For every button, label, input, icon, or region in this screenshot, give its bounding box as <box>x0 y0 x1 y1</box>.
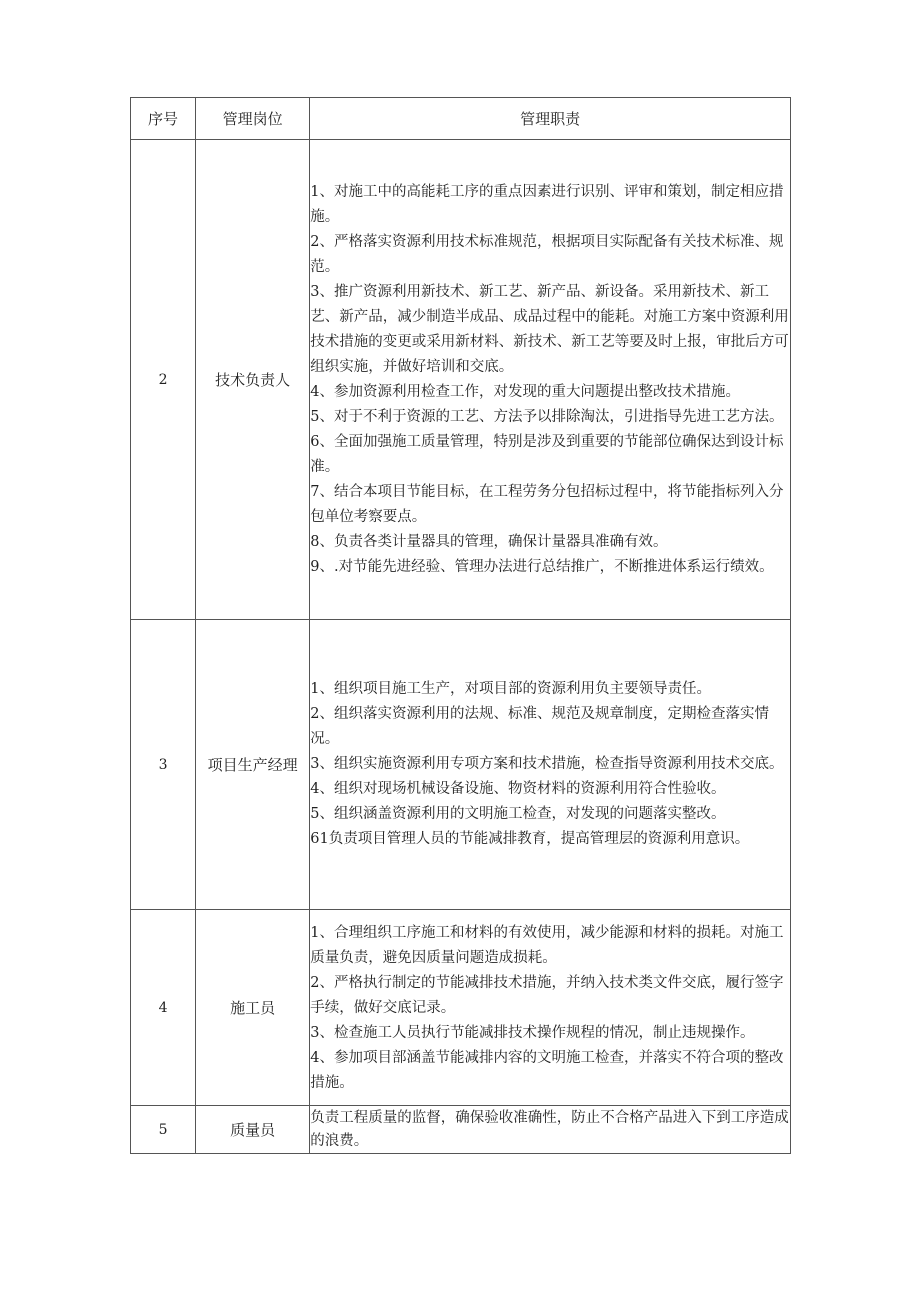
duty-item: 3、推广资源利用新技术、新工艺、新产品、新设备。采用新技术、新工艺、新产品，减少制造半成品、成品过程中的能耗。对施工方案中资源利用技术措施的变更或采用新材料、新技术、新工艺等要及时上报，审批后方可组织实施，并做好培训和交底。 <box>310 283 789 375</box>
duty-item: 1、对施工中的高能耗工序的重点因素进行识别、评审和策划，制定相应措施。 <box>310 183 784 225</box>
duty-item: 7、结合本项目节能目标，在工程劳务分包招标过程中，将节能指标列入分包单位考察要点。 <box>310 483 784 525</box>
position-cell: 施工员 <box>196 910 310 1106</box>
duties-cell <box>310 910 791 1106</box>
duty-item: 4、参加资源利用检查工作，对发现的重大问题提出整改技术措施。 <box>310 383 740 400</box>
duty-item: 4、组织对现场机械设备设施、物资材料的资源利用符合性验收。 <box>310 781 726 797</box>
table-row <box>131 620 791 910</box>
duty-item: 2、组织落实资源利用的法规、标准、规范及规章制度，定期检查落实情况。 <box>310 706 769 747</box>
duty-item: 9、.对节能先进经验、管理办法进行总结推广，不断推进体系运行绩效。 <box>310 558 774 575</box>
seq-cell: 2 <box>131 140 196 620</box>
duty-item: 5、对于不利于资源的工艺、方法予以排除淘汰，引进指导先进工艺方法。 <box>310 408 784 425</box>
duty-item: 2、严格执行制定的节能减排技术措施，并纳入技术类文件交底，履行签字手续，做好交底记录。 <box>310 974 784 1016</box>
table-row <box>131 140 791 620</box>
position-cell: 项目生产经理 <box>196 620 310 910</box>
duty-item: 2、严格落实资源利用技术标准规范，根据项目实际配备有关技术标准、规范。 <box>310 233 784 275</box>
duty-item: 8、负责各类计量器具的管理，确保计量器具准确有效。 <box>310 533 668 550</box>
seq-cell: 4 <box>131 910 196 1106</box>
duties-cell <box>310 620 791 910</box>
header-duty: 管理职责 <box>310 98 791 140</box>
duty-item: 6、全面加强施工质量管理，特别是涉及到重要的节能部位确保达到设计标准。 <box>310 433 784 475</box>
duty-table <box>130 97 791 1154</box>
duty-item: 3、组织实施资源利用专项方案和技术措施，检查指导资源利用技术交底。 <box>310 756 784 772</box>
seq-cell: 3 <box>131 620 196 910</box>
header-seq: 序号 <box>131 98 196 140</box>
duty-item: 5、组织涵盖资源利用的文明施工检查，对发现的问题落实整改。 <box>310 806 726 822</box>
duty-item: 负责工程质量的监督，确保验收准确性，防止不合格产品进入下到工序造成的浪费。 <box>310 1109 789 1149</box>
position-cell: 质量员 <box>196 1106 310 1154</box>
duty-item: 1、合理组织工序施工和材料的有效使用，减少能源和材料的损耗。对施工质量负责，避免因质量问题造成损耗。 <box>310 924 784 966</box>
duties-cell <box>310 1106 791 1154</box>
duties-cell <box>310 140 791 620</box>
table-row <box>131 1106 791 1154</box>
header-position: 管理岗位 <box>196 98 310 140</box>
duty-item: 1、组织项目施工生产，对项目部的资源利用负主要领导责任。 <box>310 681 711 697</box>
seq-cell: 5 <box>131 1106 196 1154</box>
duty-item: 4、参加项目部涵盖节能减排内容的文明施工检查，并落实不符合项的整改措施。 <box>310 1049 784 1091</box>
duty-item: 61负责项目管理人员的节能减排教育，提高管理层的资源利用意识。 <box>310 831 750 847</box>
table-row <box>131 910 791 1106</box>
header-row <box>131 98 791 140</box>
duty-item: 3、检查施工人员执行节能减排技术操作规程的情况，制止违规操作。 <box>310 1024 755 1041</box>
position-cell: 技术负责人 <box>196 140 310 620</box>
